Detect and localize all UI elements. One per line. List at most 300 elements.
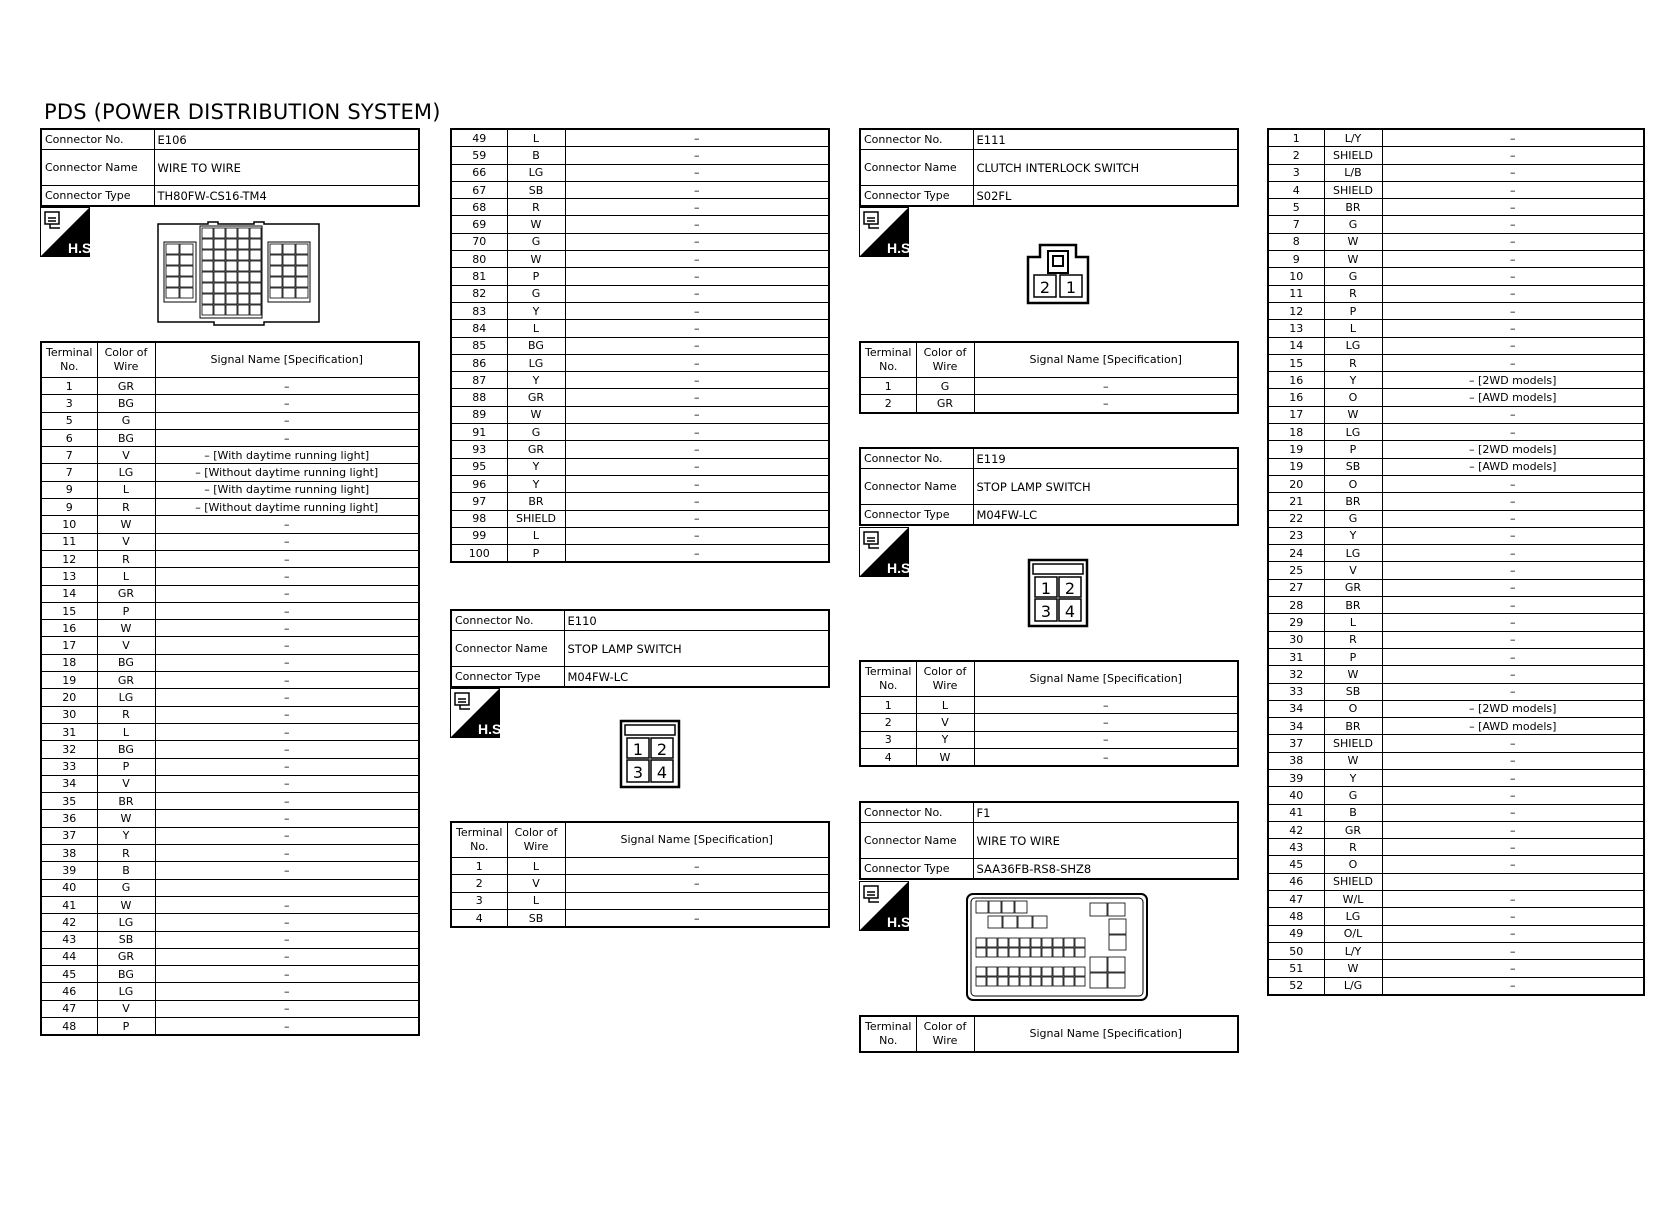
terminal-no-cell: 93 (451, 441, 507, 458)
wire-color-cell: G (916, 378, 974, 395)
signal-name-header: Signal Name [Specification] (974, 1016, 1238, 1052)
table-row (41, 983, 419, 1000)
table-row (41, 723, 419, 740)
signal-name-cell: – (974, 697, 1238, 714)
connector-type-value: TH80FW-CS16-TM4 (154, 186, 419, 207)
signal-name-cell: – (1382, 752, 1644, 769)
terminal-no-cell: 96 (451, 475, 507, 492)
table-row (1268, 475, 1644, 492)
wire-color-cell: P (97, 1017, 155, 1035)
terminal-no-header: Terminal No. (41, 342, 97, 378)
table-row (451, 545, 829, 563)
wire-color-cell: G (507, 233, 565, 250)
terminal-no-cell: 84 (451, 320, 507, 337)
table-row (41, 896, 419, 913)
signal-name-cell: – (155, 395, 419, 412)
wire-color-cell: GR (507, 389, 565, 406)
hs-label: H.S. (478, 721, 506, 737)
signal-name-header: Signal Name [Specification] (155, 342, 419, 378)
terminal-no-cell: 30 (41, 706, 97, 723)
wire-color-cell: V (97, 1000, 155, 1017)
terminal-no-cell: 40 (1268, 787, 1324, 804)
wire-color-cell: Y (1324, 372, 1382, 389)
signal-name-cell: – (974, 748, 1238, 766)
terminal-no-cell: 85 (451, 337, 507, 354)
wire-color-cell: W (507, 406, 565, 423)
pin-label: 1 (1065, 278, 1077, 297)
signal-name-cell: – (565, 302, 829, 319)
terminal-no-cell: 7 (41, 447, 97, 464)
table-row (451, 875, 829, 892)
pin-label: 2 (1039, 278, 1051, 297)
wire-color-cell: R (1324, 354, 1382, 371)
signal-name-cell: – [With daytime running light] (155, 447, 419, 464)
table-row (1268, 787, 1644, 804)
table-row (1268, 406, 1644, 423)
signal-name-cell: – (1382, 251, 1644, 268)
table-row (451, 302, 829, 319)
wire-color-cell: Y (507, 458, 565, 475)
wire-color-cell: Y (507, 372, 565, 389)
wire-color-cell: W (1324, 666, 1382, 683)
signal-name-cell: – (155, 758, 419, 775)
table-row (41, 845, 419, 862)
connector-type-label: Connector Type (41, 186, 154, 207)
wire-color-cell: W (1324, 233, 1382, 250)
wire-color-cell: SHIELD (1324, 873, 1382, 890)
signal-name-cell: – (1382, 164, 1644, 181)
table-row (1268, 821, 1644, 838)
terminal-table-e106 (40, 341, 420, 1036)
signal-name-cell: – (565, 424, 829, 441)
terminal-no-cell: 46 (41, 983, 97, 1000)
wire-color-cell: W (507, 216, 565, 233)
table-row (1268, 752, 1644, 769)
table-row (451, 233, 829, 250)
table-row (1268, 164, 1644, 181)
wire-color-cell: W (1324, 251, 1382, 268)
connector-type-label: Connector Type (860, 186, 973, 207)
table-row (1268, 700, 1644, 717)
table-row (451, 372, 829, 389)
terminal-no-cell: 45 (1268, 856, 1324, 873)
wire-color-cell: SB (97, 931, 155, 948)
table-row (1268, 683, 1644, 700)
table-row (1268, 458, 1644, 475)
connector-no-value: F1 (973, 802, 1238, 823)
terminal-no-cell: 5 (41, 412, 97, 429)
signal-name-cell: – (565, 875, 829, 892)
terminal-no-cell: 41 (41, 896, 97, 913)
wire-color-cell: Y (1324, 769, 1382, 786)
terminal-no-cell: 44 (41, 948, 97, 965)
terminal-no-cell: 4 (451, 909, 507, 927)
terminal-no-header: Terminal No. (451, 822, 507, 858)
wire-color-cell: BR (1324, 199, 1382, 216)
hs-label: H.S. (887, 240, 915, 256)
signal-name-cell: – (1382, 769, 1644, 786)
signal-name-cell: – (1382, 925, 1644, 942)
terminal-no-cell: 33 (1268, 683, 1324, 700)
signal-name-cell: – (155, 966, 419, 983)
wire-color-cell: LG (97, 689, 155, 706)
terminal-rows (860, 378, 1238, 413)
terminal-no-cell: 31 (1268, 648, 1324, 665)
connector-name-label: Connector Name (41, 150, 154, 186)
wire-color-cell: L (916, 697, 974, 714)
wire-color-cell: LG (507, 354, 565, 371)
signal-name-cell: – (155, 741, 419, 758)
wire-color-cell: GR (97, 948, 155, 965)
signal-name-cell: – (1382, 787, 1644, 804)
wire-color-cell: Y (1324, 527, 1382, 544)
table-row (1268, 441, 1644, 458)
terminal-no-cell: 11 (1268, 285, 1324, 302)
wire-color-cell: BG (97, 395, 155, 412)
terminal-no-cell: 18 (41, 654, 97, 671)
connector-name-value: WIRE TO WIRE (154, 150, 419, 186)
connector-type-label: Connector Type (860, 505, 973, 526)
signal-name-cell: – (974, 714, 1238, 731)
wire-color-cell: Y (507, 302, 565, 319)
terminal-rows (860, 697, 1238, 767)
connector-no-label: Connector No. (860, 129, 973, 150)
connector-no-value: E111 (973, 129, 1238, 150)
terminal-no-cell: 2 (860, 714, 916, 731)
table-row (41, 637, 419, 654)
wire-color-cell: B (507, 147, 565, 164)
signal-name-cell: – [2WD models] (1382, 372, 1644, 389)
terminal-no-cell: 46 (1268, 873, 1324, 890)
signal-name-cell: – (565, 909, 829, 927)
terminal-no-cell: 32 (41, 741, 97, 758)
table-row (41, 810, 419, 827)
signal-name-cell: – (155, 1000, 419, 1017)
wire-color-cell: O (1324, 389, 1382, 406)
signal-name-cell: – [Without daytime running light] (155, 464, 419, 481)
table-row (451, 441, 829, 458)
table-row (451, 320, 829, 337)
signal-name-cell: – (565, 527, 829, 544)
wire-color-cell: O/L (1324, 925, 1382, 942)
wire-color-cell: BG (97, 429, 155, 446)
table-row (41, 827, 419, 844)
table-row (41, 862, 419, 879)
signal-name-cell: – (1382, 960, 1644, 977)
terminal-no-cell: 5 (1268, 199, 1324, 216)
terminal-no-cell: 2 (451, 875, 507, 892)
wire-color-cell: BG (97, 966, 155, 983)
signal-name-cell: – (1382, 475, 1644, 492)
wire-color-cell: L/G (1324, 977, 1382, 995)
wire-color-cell: W (97, 896, 155, 913)
table-row (41, 1000, 419, 1017)
table-row (1268, 337, 1644, 354)
table-row (41, 914, 419, 931)
signal-name-cell (1382, 873, 1644, 890)
signal-name-cell: – (565, 389, 829, 406)
terminal-rows (451, 858, 829, 928)
wire-color-cell: G (97, 412, 155, 429)
terminal-no-cell: 14 (1268, 337, 1324, 354)
table-row (451, 164, 829, 181)
terminal-rows (1268, 129, 1644, 995)
terminal-table-e119 (859, 660, 1239, 767)
terminal-no-cell: 9 (41, 481, 97, 498)
table-row (451, 510, 829, 527)
signal-name-cell: – (155, 845, 419, 862)
terminal-no-cell: 81 (451, 268, 507, 285)
table-row (1268, 372, 1644, 389)
terminal-no-cell: 35 (41, 793, 97, 810)
table-row (1268, 562, 1644, 579)
signal-name-cell: – (155, 948, 419, 965)
connector-header-e111 (859, 128, 1239, 207)
signal-name-cell: – (974, 731, 1238, 748)
terminal-no-cell: 34 (1268, 700, 1324, 717)
signal-name-cell: – (1382, 337, 1644, 354)
wire-color-cell: L/B (1324, 164, 1382, 181)
wire-color-cell: L (97, 481, 155, 498)
terminal-no-cell: 1 (451, 858, 507, 875)
table-row (451, 406, 829, 423)
signal-name-cell: – (565, 372, 829, 389)
pin-label: 3 (1040, 602, 1052, 621)
signal-name-cell: – (155, 723, 419, 740)
signal-name-cell: – (565, 268, 829, 285)
signal-name-cell: – (155, 810, 419, 827)
table-row (451, 216, 829, 233)
table-row (41, 758, 419, 775)
wire-color-cell: W (1324, 406, 1382, 423)
signal-name-cell: – (565, 320, 829, 337)
terminal-no-cell: 34 (41, 775, 97, 792)
table-row (1268, 493, 1644, 510)
signal-name-cell: – (155, 412, 419, 429)
terminal-no-cell: 12 (1268, 302, 1324, 319)
terminal-no-cell: 15 (1268, 354, 1324, 371)
wire-color-cell: L (507, 527, 565, 544)
table-row (41, 706, 419, 723)
table-row (41, 447, 419, 464)
signal-name-cell: – (1382, 683, 1644, 700)
table-row (1268, 942, 1644, 959)
terminal-rows (41, 378, 419, 1036)
table-row (41, 429, 419, 446)
terminal-table-f1 (1267, 128, 1645, 996)
wire-color-cell: GR (97, 672, 155, 689)
signal-name-cell: – (1382, 735, 1644, 752)
terminal-table-e110 (450, 821, 830, 928)
terminal-no-cell: 20 (1268, 475, 1324, 492)
signal-name-cell: – (565, 199, 829, 216)
wire-color-cell: G (1324, 268, 1382, 285)
signal-name-cell: – (1382, 942, 1644, 959)
signal-name-cell: – (565, 510, 829, 527)
hs-label: H.S. (68, 240, 96, 256)
terminal-no-cell: 40 (41, 879, 97, 896)
table-row (41, 602, 419, 619)
table-row (41, 395, 419, 412)
table-row (1268, 769, 1644, 786)
table-row (1268, 216, 1644, 233)
signal-name-cell: – (1382, 648, 1644, 665)
terminal-no-cell: 67 (451, 181, 507, 198)
signal-name-cell: – (1382, 199, 1644, 216)
signal-name-cell: – (565, 216, 829, 233)
terminal-no-cell: 17 (41, 637, 97, 654)
signal-name-cell: – (155, 1017, 419, 1035)
signal-name-cell: – (155, 533, 419, 550)
terminal-no-cell: 43 (1268, 839, 1324, 856)
signal-name-cell: – (1382, 839, 1644, 856)
wire-color-cell: LG (1324, 337, 1382, 354)
table-row (41, 741, 419, 758)
table-row (860, 731, 1238, 748)
signal-name-cell: – (155, 429, 419, 446)
wire-color-cell: L (507, 129, 565, 147)
wire-color-cell: GR (97, 585, 155, 602)
signal-name-cell: – [Without daytime running light] (155, 499, 419, 516)
pin-label: 4 (656, 763, 668, 782)
terminal-no-cell: 16 (1268, 372, 1324, 389)
pin-label: 3 (632, 763, 644, 782)
table-row (41, 516, 419, 533)
hs-icon (450, 688, 506, 738)
wire-color-cell: R (1324, 285, 1382, 302)
connector-no-label: Connector No. (860, 448, 973, 469)
signal-name-cell: – [2WD models] (1382, 700, 1644, 717)
terminal-no-cell: 87 (451, 372, 507, 389)
signal-name-cell: – (974, 378, 1238, 395)
table-row (860, 378, 1238, 395)
signal-name-cell: – (1382, 129, 1644, 147)
wire-color-cell: SHIELD (507, 510, 565, 527)
pin-label: 1 (1040, 579, 1052, 598)
wire-color-cell: G (1324, 510, 1382, 527)
terminal-no-cell: 3 (1268, 164, 1324, 181)
terminal-no-cell: 45 (41, 966, 97, 983)
terminal-no-cell: 39 (1268, 769, 1324, 786)
terminal-no-cell: 41 (1268, 804, 1324, 821)
hs-icon (40, 207, 96, 257)
table-row (41, 481, 419, 498)
signal-name-cell: – [AWD models] (1382, 389, 1644, 406)
signal-name-cell: – (155, 896, 419, 913)
hs-icon (859, 207, 915, 257)
terminal-no-cell: 37 (1268, 735, 1324, 752)
table-row (860, 697, 1238, 714)
terminal-no-cell: 13 (1268, 320, 1324, 337)
signal-name-cell: – (1382, 181, 1644, 198)
wire-color-cell: L (507, 320, 565, 337)
signal-name-cell: – (565, 129, 829, 147)
table-row (41, 931, 419, 948)
wire-color-cell: BR (1324, 597, 1382, 614)
signal-name-cell: – (565, 181, 829, 198)
terminal-no-cell: 22 (1268, 510, 1324, 527)
wire-color-cell: V (916, 714, 974, 731)
terminal-no-cell: 7 (1268, 216, 1324, 233)
table-row (1268, 320, 1644, 337)
terminal-no-cell: 2 (860, 395, 916, 413)
terminal-no-cell: 83 (451, 302, 507, 319)
table-row (41, 568, 419, 585)
terminal-no-cell: 43 (41, 931, 97, 948)
hs-icon (859, 527, 915, 577)
wire-color-cell: L/Y (1324, 942, 1382, 959)
connector-name-value: WIRE TO WIRE (973, 823, 1238, 859)
terminal-no-cell: 42 (41, 914, 97, 931)
terminal-no-cell: 16 (41, 620, 97, 637)
table-row (451, 147, 829, 164)
terminal-no-cell: 99 (451, 527, 507, 544)
terminal-table-f1-header (859, 1015, 1239, 1053)
terminal-no-header: Terminal No. (860, 1016, 916, 1052)
wire-color-cell: SHIELD (1324, 735, 1382, 752)
signal-name-cell: – (155, 914, 419, 931)
signal-name-cell: – (565, 458, 829, 475)
signal-name-cell: – (565, 475, 829, 492)
connector-type-value: M04FW-LC (564, 667, 829, 688)
wire-color-cell: LG (1324, 908, 1382, 925)
terminal-no-cell: 3 (451, 892, 507, 909)
terminal-no-cell: 12 (41, 550, 97, 567)
table-row (451, 475, 829, 492)
connector-no-value: E119 (973, 448, 1238, 469)
connector-type-label: Connector Type (451, 667, 564, 688)
table-row (1268, 389, 1644, 406)
connector-name-label: Connector Name (860, 469, 973, 505)
terminal-no-cell: 21 (1268, 493, 1324, 510)
signal-name-cell: – (155, 931, 419, 948)
terminal-no-cell: 48 (41, 1017, 97, 1035)
terminal-no-cell: 39 (41, 862, 97, 879)
wire-color-cell: LG (97, 464, 155, 481)
table-row (451, 181, 829, 198)
signal-name-cell: – (565, 493, 829, 510)
signal-name-cell: – (565, 858, 829, 875)
table-row (1268, 597, 1644, 614)
wire-color-cell: LG (507, 164, 565, 181)
wire-color-cell: W (97, 620, 155, 637)
connector-name-value: STOP LAMP SWITCH (973, 469, 1238, 505)
table-row (1268, 233, 1644, 250)
wire-color-cell: R (1324, 839, 1382, 856)
wire-color-cell: R (507, 199, 565, 216)
wire-color-cell: P (1324, 302, 1382, 319)
terminal-no-cell: 89 (451, 406, 507, 423)
terminal-no-cell: 3 (860, 731, 916, 748)
terminal-no-cell: 18 (1268, 424, 1324, 441)
connector-diagram-e106 (156, 222, 321, 326)
terminal-no-cell: 68 (451, 199, 507, 216)
signal-name-cell: – (1382, 891, 1644, 908)
terminal-no-cell: 80 (451, 251, 507, 268)
table-row (1268, 873, 1644, 890)
terminal-no-cell: 36 (41, 810, 97, 827)
wire-color-cell: W (97, 516, 155, 533)
terminal-no-cell: 51 (1268, 960, 1324, 977)
wire-color-cell: P (1324, 648, 1382, 665)
wire-color-cell: SB (1324, 458, 1382, 475)
table-row (1268, 614, 1644, 631)
wire-color-cell: GR (1324, 579, 1382, 596)
wire-color-cell: V (97, 775, 155, 792)
wire-color-cell: V (1324, 562, 1382, 579)
color-of-wire-header: Color of Wire (916, 1016, 974, 1052)
wire-color-cell: W (97, 810, 155, 827)
